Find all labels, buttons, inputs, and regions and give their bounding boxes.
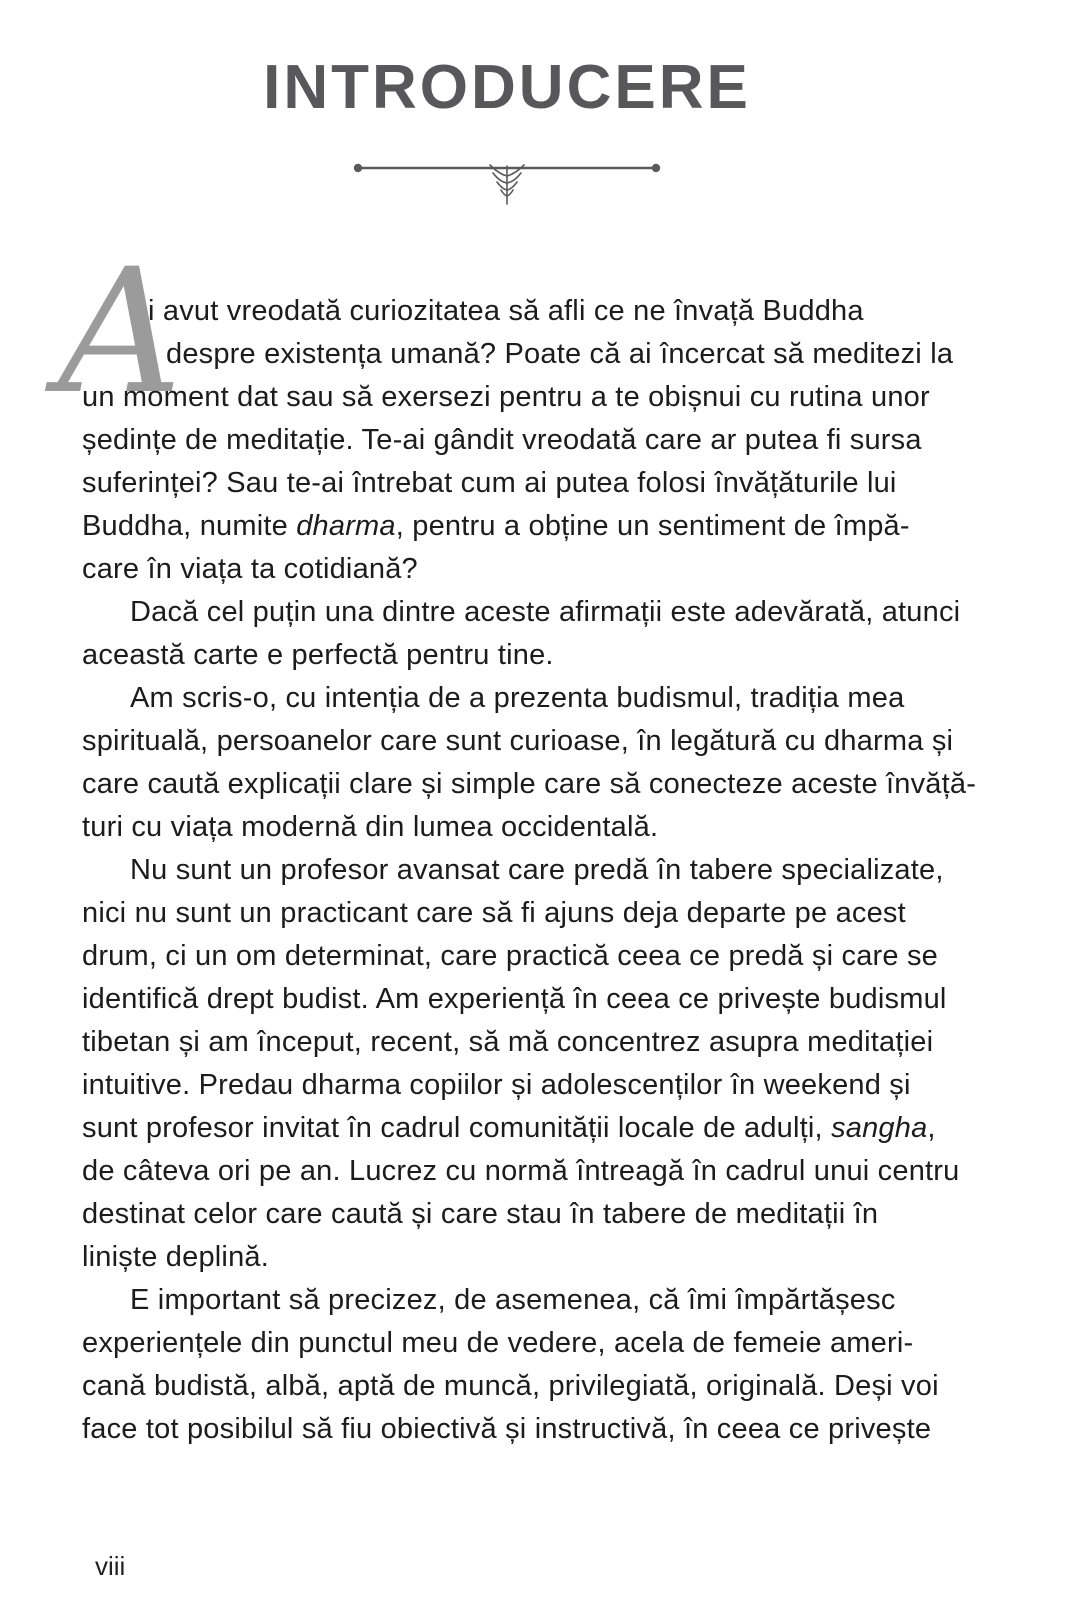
text-line	[82, 849, 992, 892]
text-line	[82, 333, 992, 376]
text-line	[82, 806, 992, 849]
text-segment: despre existența umană? Poate că ai încercat să meditezi la	[166, 338, 954, 370]
text-line	[82, 1107, 992, 1150]
drop-cap: A	[58, 231, 183, 432]
text-segment: ,	[927, 1112, 936, 1144]
chapter-divider	[352, 160, 662, 210]
text-segment: Buddha, numite	[82, 510, 297, 542]
text-segment: această carte e perfectă pentru tine.	[82, 639, 554, 671]
italic-term: sangha	[831, 1112, 928, 1144]
text-segment: Nu sunt un profesor avansat care predă în tabere specializate,	[130, 854, 944, 886]
text-line	[82, 290, 992, 333]
body-text	[82, 290, 992, 1451]
text-segment: cană budistă, albă, aptă de muncă, privilegiată, originală. Deși voi	[82, 1370, 939, 1402]
text-line	[82, 462, 992, 505]
text-line	[82, 978, 992, 1021]
text-line	[82, 1408, 992, 1451]
text-segment: drum, ci un om determinat, care practică ceea ce predă și care se	[82, 940, 938, 972]
text-line	[82, 505, 992, 548]
text-line	[82, 1150, 992, 1193]
text-line	[82, 1193, 992, 1236]
text-line	[82, 634, 992, 677]
text-line	[82, 1236, 992, 1279]
italic-term: dharma	[296, 510, 396, 542]
page-title: INTRODUCERE	[263, 53, 751, 122]
text-segment: liniște deplină.	[82, 1241, 269, 1273]
text-line	[82, 677, 992, 720]
text-segment: Dacă cel puțin una dintre aceste afirmații este adevărată, atunci	[130, 596, 961, 628]
page-number: viii	[95, 1551, 126, 1581]
text-line	[82, 1365, 992, 1408]
text-segment: intuitive. Predau dharma copiilor și adolescenților în weekend și	[82, 1069, 911, 1101]
text-segment: E important să precizez, de asemenea, că îmi împărtășesc	[130, 1284, 896, 1316]
text-segment: destinat celor care caută și care stau în tabere de meditații în	[82, 1198, 879, 1230]
text-line	[82, 763, 992, 806]
text-line	[82, 419, 992, 462]
text-segment: care în viața ta cotidiană?	[82, 553, 418, 585]
text-segment: experiențele din punctul meu de vedere, acela de femeie ameri-	[82, 1327, 914, 1359]
text-segment: de câteva ori pe an. Lucrez cu normă întreagă în cadrul unui centru	[82, 1155, 960, 1187]
text-segment: sunt profesor invitat în cadrul comunității locale de adulți,	[82, 1112, 832, 1144]
text-segment: Am scris-o, cu intenția de a prezenta budismul, tradiția mea	[130, 682, 905, 714]
text-segment: ședințe de meditație. Te-ai gândit vreodată care ar putea fi sursa	[82, 424, 922, 456]
text-line	[82, 1021, 992, 1064]
text-line	[82, 376, 992, 419]
pine-sprig-icon	[352, 160, 662, 210]
text-segment: face tot posibilul să fiu obiectivă și instructivă, în ceea ce privește	[82, 1413, 932, 1445]
text-line	[82, 892, 992, 935]
text-line	[82, 1064, 992, 1107]
text-line	[82, 720, 992, 763]
text-segment: i avut vreodată curiozitatea să afli ce ne învață Buddha	[148, 295, 864, 327]
text-segment: un moment dat sau să exersezi pentru a te obișnui cu rutina unor	[82, 381, 930, 413]
text-segment: identifică drept budist. Am experiență în ceea ce privește budismul	[82, 983, 947, 1015]
text-segment: turi cu viața modernă din lumea occidentală.	[82, 811, 659, 843]
text-line	[82, 548, 992, 591]
text-segment: spirituală, persoanelor care sunt curioase, în legătură cu dharma și	[82, 725, 954, 757]
text-line	[82, 1322, 992, 1365]
text-line	[82, 591, 992, 634]
text-line	[82, 935, 992, 978]
text-segment: , pentru a obține un sentiment de împă-	[395, 510, 910, 542]
text-segment: tibetan și am început, recent, să mă concentrez asupra meditației	[82, 1026, 934, 1058]
text-line	[82, 1279, 992, 1322]
text-segment: nici nu sunt un practicant care să fi ajuns deja departe pe acest	[82, 897, 906, 929]
text-segment: suferinței? Sau te-ai întrebat cum ai putea folosi învățăturile lui	[82, 467, 897, 499]
text-segment: care caută explicații clare și simple care să conecteze aceste învăță-	[82, 768, 977, 800]
